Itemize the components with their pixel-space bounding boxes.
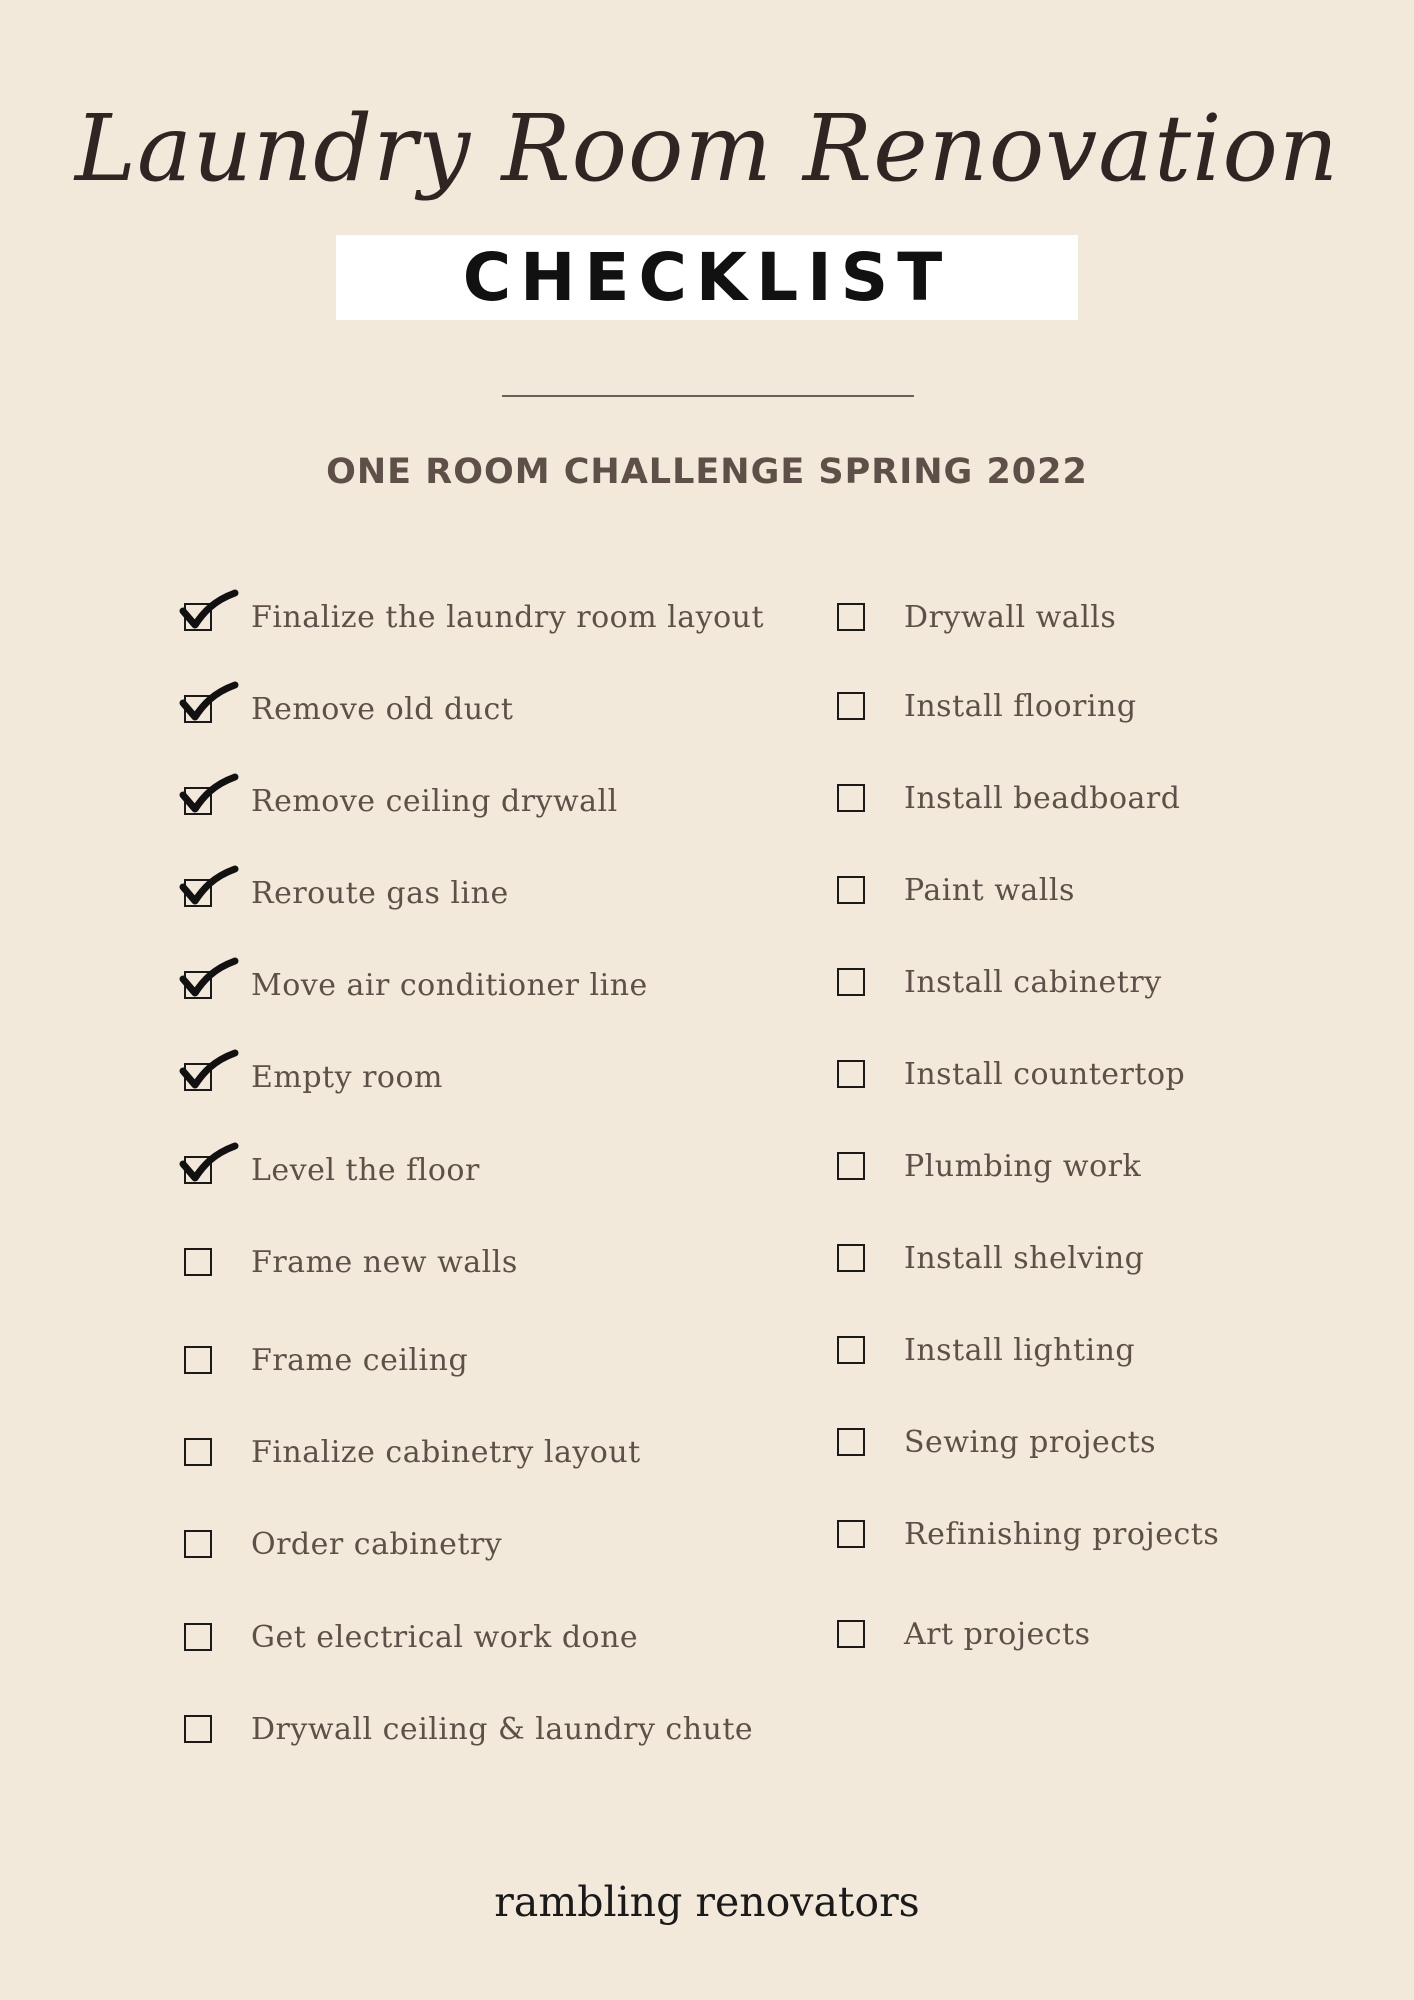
checklist-item-label: Install cabinetry (904, 964, 1162, 1000)
checkbox-empty-icon[interactable] (837, 784, 865, 812)
checkbox-empty-icon[interactable] (184, 1248, 212, 1276)
checklist-item[interactable] (837, 1146, 1141, 1186)
checkbox-empty-icon[interactable] (837, 876, 865, 904)
page-title: Laundry Room Renovation (74, 95, 1340, 202)
checklist-item[interactable] (837, 962, 1162, 1002)
checklist-item[interactable] (184, 1617, 638, 1657)
checklist-item[interactable] (184, 1150, 480, 1190)
checkbox-empty-icon[interactable] (837, 1244, 865, 1272)
checklist-item[interactable] (184, 1709, 753, 1749)
checklist-item-label: Install shelving (904, 1240, 1145, 1276)
checklist-item-label: Install beadboard (904, 780, 1181, 816)
checklist-item[interactable] (184, 689, 513, 729)
checkbox-empty-icon[interactable] (837, 968, 865, 996)
checklist-item-label: Frame ceiling (251, 1342, 469, 1378)
checkmark-icon (179, 957, 241, 1001)
checklist-item-label: Drywall walls (904, 599, 1117, 635)
checkbox[interactable] (184, 695, 212, 723)
checkmark-icon (179, 1049, 241, 1093)
checkbox-empty-icon[interactable] (184, 1530, 212, 1558)
checklist-item[interactable] (184, 1432, 641, 1472)
checkbox[interactable] (184, 603, 212, 631)
checklist-item[interactable] (184, 597, 764, 637)
checklist-item-label: Remove ceiling drywall (251, 783, 618, 819)
checklist-item-label: Refinishing projects (904, 1516, 1220, 1552)
checkbox-empty-icon[interactable] (837, 1620, 865, 1648)
checkmark-icon (179, 1142, 241, 1186)
checklist-item[interactable] (837, 1514, 1219, 1554)
checklist-item-label: Empty room (251, 1059, 444, 1095)
checklist-item-label: Drywall ceiling & laundry chute (251, 1711, 754, 1747)
checkmark-icon (179, 773, 241, 817)
checkmark-icon (179, 681, 241, 725)
checklist-item[interactable] (837, 597, 1116, 637)
checkbox-empty-icon[interactable] (184, 1623, 212, 1651)
checkbox[interactable] (184, 879, 212, 907)
checklist-item-label: Get electrical work done (251, 1619, 639, 1655)
checklist-item-label: Finalize the laundry room layout (251, 599, 765, 635)
checkbox-empty-icon[interactable] (184, 1346, 212, 1374)
checklist-item[interactable] (837, 870, 1075, 910)
checkmark-icon (179, 865, 241, 909)
checkbox-empty-icon[interactable] (837, 1060, 865, 1088)
checklist-item-label: Install flooring (904, 688, 1137, 724)
checkbox-empty-icon[interactable] (837, 692, 865, 720)
checkbox[interactable] (184, 787, 212, 815)
checklist-item[interactable] (837, 1054, 1185, 1094)
checklist-item[interactable] (837, 778, 1180, 818)
checklist-banner (336, 235, 1078, 320)
checkbox-empty-icon[interactable] (837, 1428, 865, 1456)
checklist-item[interactable] (837, 1238, 1144, 1278)
checkmark-icon (179, 589, 241, 633)
checklist-item[interactable] (184, 1242, 518, 1282)
checkbox[interactable] (184, 971, 212, 999)
checkbox-empty-icon[interactable] (184, 1438, 212, 1466)
checkbox-empty-icon[interactable] (837, 1152, 865, 1180)
checklist-item-label: Install countertop (904, 1056, 1186, 1092)
checklist-item[interactable] (837, 1330, 1135, 1370)
checklist-item[interactable] (184, 781, 618, 821)
checkbox[interactable] (184, 1063, 212, 1091)
checklist-item[interactable] (837, 1614, 1091, 1654)
checklist-item[interactable] (837, 1422, 1156, 1462)
checklist-item-label: Level the floor (251, 1152, 480, 1188)
checklist-item[interactable] (184, 965, 648, 1005)
checklist-item[interactable] (184, 1057, 443, 1097)
checklist-item-label: Sewing projects (904, 1424, 1157, 1460)
checklist-item-label: Move air conditioner line (251, 967, 648, 1003)
checklist-item[interactable] (184, 873, 509, 913)
checkbox[interactable] (184, 1156, 212, 1184)
checklist-item-label: Art projects (904, 1616, 1091, 1652)
checklist-item-label: Install lighting (904, 1332, 1136, 1368)
checkbox-empty-icon[interactable] (837, 1336, 865, 1364)
checkbox-empty-icon[interactable] (184, 1715, 212, 1743)
checklist-item-label: Frame new walls (251, 1244, 518, 1280)
banner-text: CHECKLIST (462, 239, 952, 316)
checklist-item[interactable] (837, 686, 1137, 726)
checklist-item[interactable] (184, 1524, 502, 1564)
checklist-item-label: Finalize cabinetry layout (251, 1434, 641, 1470)
checklist-item-label: Plumbing work (904, 1148, 1142, 1184)
checklist-item-label: Paint walls (904, 872, 1075, 908)
checkbox-empty-icon[interactable] (837, 1520, 865, 1548)
checklist-item-label: Reroute gas line (251, 875, 509, 911)
checklist-item-label: Order cabinetry (251, 1526, 503, 1562)
checklist-item[interactable] (184, 1340, 468, 1380)
page-subtitle: ONE ROOM CHALLENGE SPRING 2022 (326, 452, 1088, 492)
checkbox-empty-icon[interactable] (837, 603, 865, 631)
brand-footer: rambling renovators (494, 1878, 920, 1926)
divider-line (502, 395, 914, 397)
checklist-item-label: Remove old duct (251, 691, 514, 727)
